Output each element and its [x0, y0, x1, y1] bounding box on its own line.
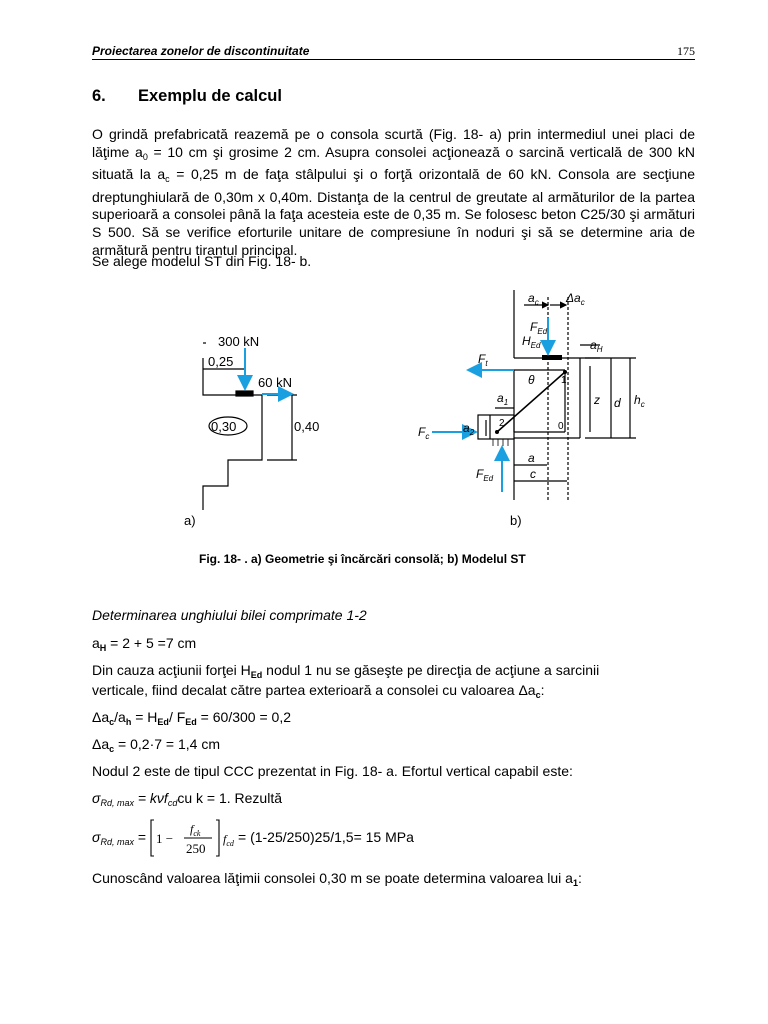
- fig-b-ac: $a_c$: [528, 291, 539, 307]
- sigma-formula-label: $\sigma_{Rd, max}$ =: [92, 829, 147, 847]
- fig-b-c: c: [530, 467, 536, 481]
- fig-b-dac: $\Delta a_c$: [566, 291, 585, 307]
- node-2-point: [495, 430, 499, 434]
- node2-line: Nodul 2 este de tipul CCC prezentat in Fig. 18- a. Efortul vertical capabil este:: [92, 763, 573, 779]
- section-title: Exemplu de calcul: [138, 87, 282, 105]
- node-2-hatch: [493, 439, 508, 446]
- fig-b-node-2: 2: [499, 418, 505, 429]
- svg-text:250: 250: [186, 841, 206, 856]
- fig-b-fc: $F_c$: [418, 425, 430, 441]
- fig-b-theta: θ: [528, 373, 535, 387]
- fig-b-fed-bottom: $F_{Ed}$: [476, 467, 494, 483]
- fig-b-z: z: [594, 393, 600, 407]
- fig-b-hed: $H_{Ed}$: [522, 334, 541, 350]
- running-header-title: Proiectarea zonelor de discontinuitate: [92, 44, 310, 58]
- fig-b-ft: $F_t$: [478, 352, 488, 368]
- fig-a-ac: 0,25: [208, 354, 234, 369]
- section-number: 6.: [92, 87, 106, 105]
- fig-b-node-0: 0: [558, 421, 564, 432]
- fig-b-hc: $h_c$: [634, 393, 645, 409]
- figure-b-label: b): [510, 513, 522, 528]
- fig-a-width: 0,30: [211, 419, 237, 434]
- ratio-line: $\Delta a_c/a_h = H_{Ed}/$ $F_{Ed} = 60/300 = 0,2$: [92, 709, 291, 727]
- intro-paragraph: O grindă prefabricată reazemă pe o consola scurtă (Fig. 18- a) prin intermediul unei placi de lăţime $a_0 = 10$ cm şi grosime 2 cm. Asupra consolei acţionează o sarcină verticală de 300 kN situată la $a_c = 0,25$ m de faţa stâlpului şi o forţă orizontală de 60 kN. Consola are secţiune dreptunghiulară de 0,30m x 0,40m. Distanţa de la centrul de greutate al armăturilor de la partea superioară a consolei până la faţa acesteia este de 0,35 m. Se folosesc beton C25/30 şi armături S 500. Să se verifice eforturile unitare de compresiune în noduri şi să se determine aria de armătură pentru tirantul principal.: [92, 126, 695, 258]
- node1-line-2: verticale, fiind decalat către partea exterioară a consolei cu valoarea $\Delta a_c$:: [92, 682, 545, 700]
- sigma-result: = (1-25/250)25/1,5= 15 MPa: [238, 829, 414, 845]
- fig-a-load-h: 60 kN: [258, 375, 292, 390]
- figure-caption: Fig. 18- . a) Geometrie şi încărcări consolă; b) Modelul ST: [199, 552, 526, 566]
- dac-line: $\Delta a_c = 0,2\cdot 7 = 1,4$ cm: [92, 736, 220, 754]
- fig-b-fed-top: $F_{Ed}$: [530, 320, 548, 336]
- fig-b-ah: $a_H$: [590, 338, 603, 354]
- fig-b-a2: $a_2$: [463, 421, 475, 437]
- ah-line: $a_H = 2 + 5 =7$ cm: [92, 635, 197, 653]
- fig-b-node-1: 1: [561, 375, 567, 386]
- svg-text:fck: $f_{ck}$: [190, 822, 201, 838]
- node1-line-1: Din cauza acţiunii forţei $H_{Ed}$ nodul 1 nu se găseşte pe direcţia de acţiune a sarcinii: [92, 662, 600, 680]
- calc-heading: Determinarea unghiului bilei comprimate 1-2: [92, 607, 367, 623]
- figure-a-label: a): [184, 513, 196, 528]
- svg-text:fcd: $f_{cd}$: [223, 832, 234, 848]
- page-number: 175: [677, 44, 695, 58]
- fig-b-a: a: [528, 451, 535, 465]
- fig-a-load-v: 300 kN: [218, 334, 260, 349]
- fig-b-a1: $a_1$: [497, 391, 509, 407]
- model-choice-text: Se alege modelul ST din Fig. 18- b.: [92, 253, 312, 269]
- fig-b-d: d: [614, 396, 621, 410]
- svg-text:1 −: 1 −: [156, 831, 174, 846]
- bearing-plate: [542, 355, 562, 360]
- node-1-point: [563, 370, 567, 374]
- fig-a-height: 0,40: [294, 419, 320, 434]
- sigma-line: $\sigma_{Rd, max} = k\nu f_{cd}cu$ k = 1. Rezultă: [92, 790, 283, 808]
- last-line: Cunoscând valoarea lăţimii consolei 0,30 m se poate determina valoarea lui $a_1$:: [92, 870, 582, 888]
